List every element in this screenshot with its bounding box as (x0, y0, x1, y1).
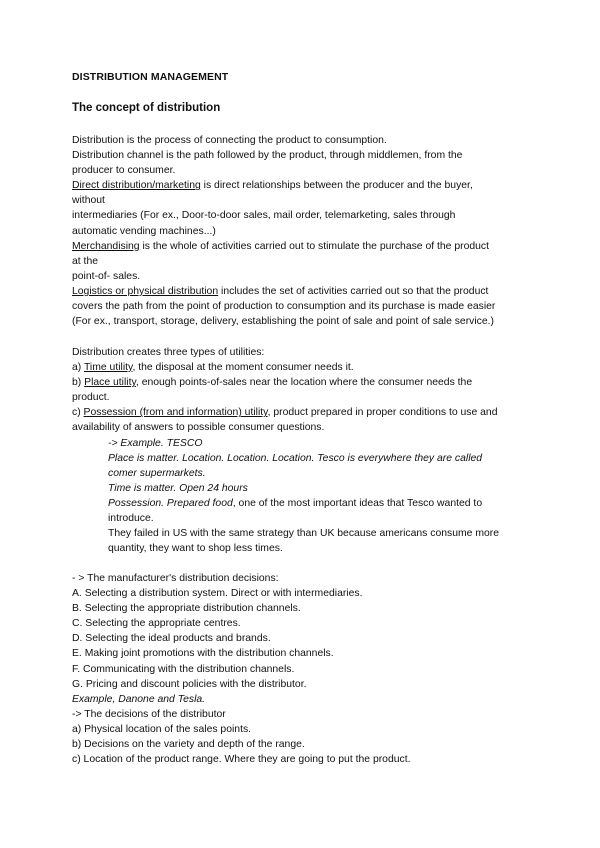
intro-line: Distribution channel is the path followed by the product, through middlemen, from the (72, 150, 463, 162)
place-utility-term: Place utility (84, 377, 136, 389)
list-item: b) Decisions on the variety and depth of the range. (72, 739, 305, 751)
time-utility-line (72, 360, 542, 375)
example-possession (72, 496, 542, 511)
example-place: Place is matter. Location. Location. Location. Tesco is everywhere they are called (108, 452, 483, 464)
list-item: G. Pricing and discount policies with the distributor. (72, 678, 307, 690)
example-head: -> Example. TESCO (108, 437, 203, 449)
direct-text: is direct relationships between the producer and the buyer, (200, 180, 473, 192)
list-item: F. Communicating with the distribution channels. (72, 663, 295, 675)
possession-utility-line (72, 405, 542, 420)
list-item: a) Physical location of the sales points. (72, 723, 252, 735)
distributor-head: -> The decisions of the distributor (72, 708, 226, 720)
possession-utility-term: Possession (from and information) utility (83, 407, 268, 419)
logistics-line: covers the path from the point of production to consumption and its purchase is made easier (72, 301, 496, 313)
direct-term: Direct distribution/marketing (72, 180, 201, 192)
manufacturer-example: Example, Danone and Tesla. (72, 693, 206, 705)
list-item: C. Selecting the appropriate centres. (72, 618, 241, 630)
merch-line: point-of- sales. (72, 270, 141, 282)
time-utility-text: , the disposal at the moment consumer needs it. (132, 362, 354, 374)
direct-line: automatic vending machines...) (72, 225, 216, 237)
list-prefix: b) (72, 377, 85, 389)
document-title: DISTRIBUTION MANAGEMENT (72, 71, 229, 83)
example-possession-cont: introduce. (108, 513, 154, 525)
manufacturer-head: - > The manufacturer's distribution decisions: (72, 573, 279, 584)
direct-line (72, 178, 542, 193)
list-prefix: c) (72, 407, 84, 419)
possession-italic: Possession. Prepared food (108, 497, 233, 509)
list-item: D. Selecting the ideal products and brands. (72, 633, 271, 645)
intro-line: Distribution is the process of connecting the product to consumption. (72, 135, 387, 146)
merch-line (72, 239, 542, 254)
place-utility-line (72, 375, 542, 390)
logistics-line (72, 284, 542, 299)
example-fail: They failed in US with the same strategy than UK because americans consume more (108, 528, 499, 540)
logistics-term: Logistics or physical distribution (72, 285, 219, 297)
logistics-text: includes the set of activities carried out so that the product (218, 285, 489, 297)
list-item: B. Selecting the appropriate distribution channels. (72, 603, 301, 615)
section-heading: The concept of distribution (72, 102, 221, 114)
manufacturer-section (72, 571, 542, 767)
list-item: E. Making joint promotions with the distribution channels. (72, 648, 334, 660)
possession-text: , one of the most important ideas that Tesco wanted to (232, 497, 483, 509)
intro-line: producer to consumer. (72, 165, 176, 177)
merch-term: Merchandising (72, 240, 140, 252)
example-place: comer supermarkets. (108, 467, 206, 479)
concept-paragraphs (72, 133, 542, 329)
direct-line: without (72, 195, 105, 207)
possession-utility-text: , product prepared in proper conditions to use and (267, 407, 498, 419)
list-item: A. Selecting a distribution system. Direct or with intermediaries. (72, 588, 363, 600)
place-utility-text: , enough points-of-sales near the location where the consumer needs the (135, 377, 473, 389)
direct-line: intermediaries (For ex., Door-to-door sales, mail order, telemarketing, sales through (72, 210, 456, 222)
logistics-line: (For ex., transport, storage, delivery, establishing the point of sale and point of sale service.) (72, 316, 494, 328)
example-time: Time is matter. Open 24 hours (108, 482, 248, 494)
utilities-lead: Distribution creates three types of utilities: (72, 347, 265, 358)
merch-text: is the whole of activities carried out to stimulate the purchase of the product (139, 240, 490, 252)
merch-line: at the (72, 255, 98, 267)
possession-utility-cont: availability of answers to possible consumer questions. (72, 422, 325, 434)
list-item: c) Location of the product range. Where they are going to put the product. (72, 754, 411, 766)
example-fail: quantity, they want to shop less times. (108, 543, 283, 555)
list-prefix: a) (72, 362, 84, 374)
place-utility-cont: product. (72, 392, 110, 404)
utilities-section (72, 345, 542, 556)
time-utility-term: Time utility (83, 362, 133, 374)
